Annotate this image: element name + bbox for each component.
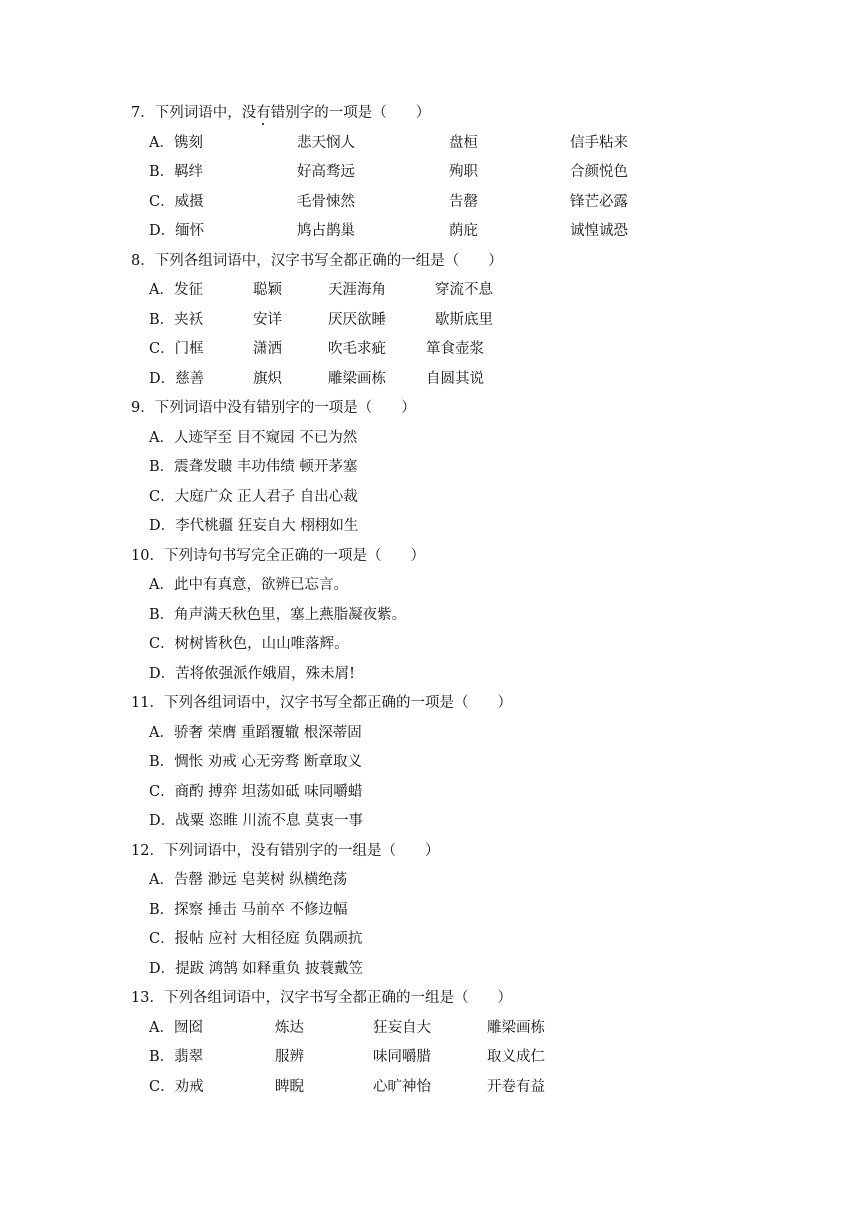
question-12-option-d: D．提跋 鸿鹄 如释重负 披蓑戴笠: [149, 961, 363, 977]
question-10-option-c: C．树树皆秋色，山山唯落辉。: [149, 636, 349, 652]
question-10-stem: 10．下列诗句书写完全正确的一项是（ ）: [131, 548, 425, 564]
question-9-option-b: B．震聋发聩 丰功伟绩 顿开茅塞: [149, 459, 358, 475]
question-11-option-b: B．惆怅 劝戒 心无旁骛 断章取义: [149, 754, 362, 770]
question-9-option-d: D．李代桃疆 狂妄自大 栩栩如生: [149, 518, 359, 534]
question-9-option-a: A．人迹罕至 目不窥园 不已为然: [149, 430, 358, 446]
question-13-stem: 13．下列各组词语中，汉字书写全都正确的一组是（ ）: [131, 990, 512, 1006]
question-9-stem: 9．下列词语中没有错别字的一项是（ ）: [131, 400, 416, 416]
question-9-option-c: C．大庭广众 正人君子 自出心裁: [149, 489, 358, 505]
question-12-stem: 12．下列词语中，没有错别字的一组是（ ）: [131, 843, 440, 859]
question-8-stem: 8．下列各组词语中，汉字书写全都正确的一组是（ ）: [131, 253, 503, 269]
question-10-option-d: D．苦将侬强派作娥眉，殊未屑!: [149, 666, 355, 682]
question-12-option-c: C．报帖 应衬 大相径庭 负隅顽抗: [149, 931, 363, 947]
question-7-stem: 7．下列词语中，没有错别字的一项是（ ）: [131, 105, 431, 121]
question-12-option-a: A．告罄 渺远 皂荚树 纵横绝荡: [149, 872, 348, 888]
question-10-option-a: A．此中有真意，欲辨已忘言。: [149, 577, 348, 593]
question-11-option-d: D．战粟 恣睢 川流不息 莫衷一事: [149, 813, 363, 829]
question-11-option-a: A．骄奢 荣膺 重蹈覆辙 根深蒂固: [149, 725, 362, 741]
question-10-option-b: B．角声满天秋色里，塞上燕脂凝夜紫。: [149, 607, 407, 623]
emphasis-dot-char: 有: [256, 105, 271, 121]
question-11-stem: 11．下列各组词语中，汉字书写全都正确的一项是（ ）: [131, 695, 512, 711]
question-12-option-b: B．探察 捶击 马前卒 不修边幅: [149, 902, 348, 918]
question-11-option-c: C．商酌 搏弈 坦荡如砥 味同嚼蜡: [149, 784, 363, 800]
